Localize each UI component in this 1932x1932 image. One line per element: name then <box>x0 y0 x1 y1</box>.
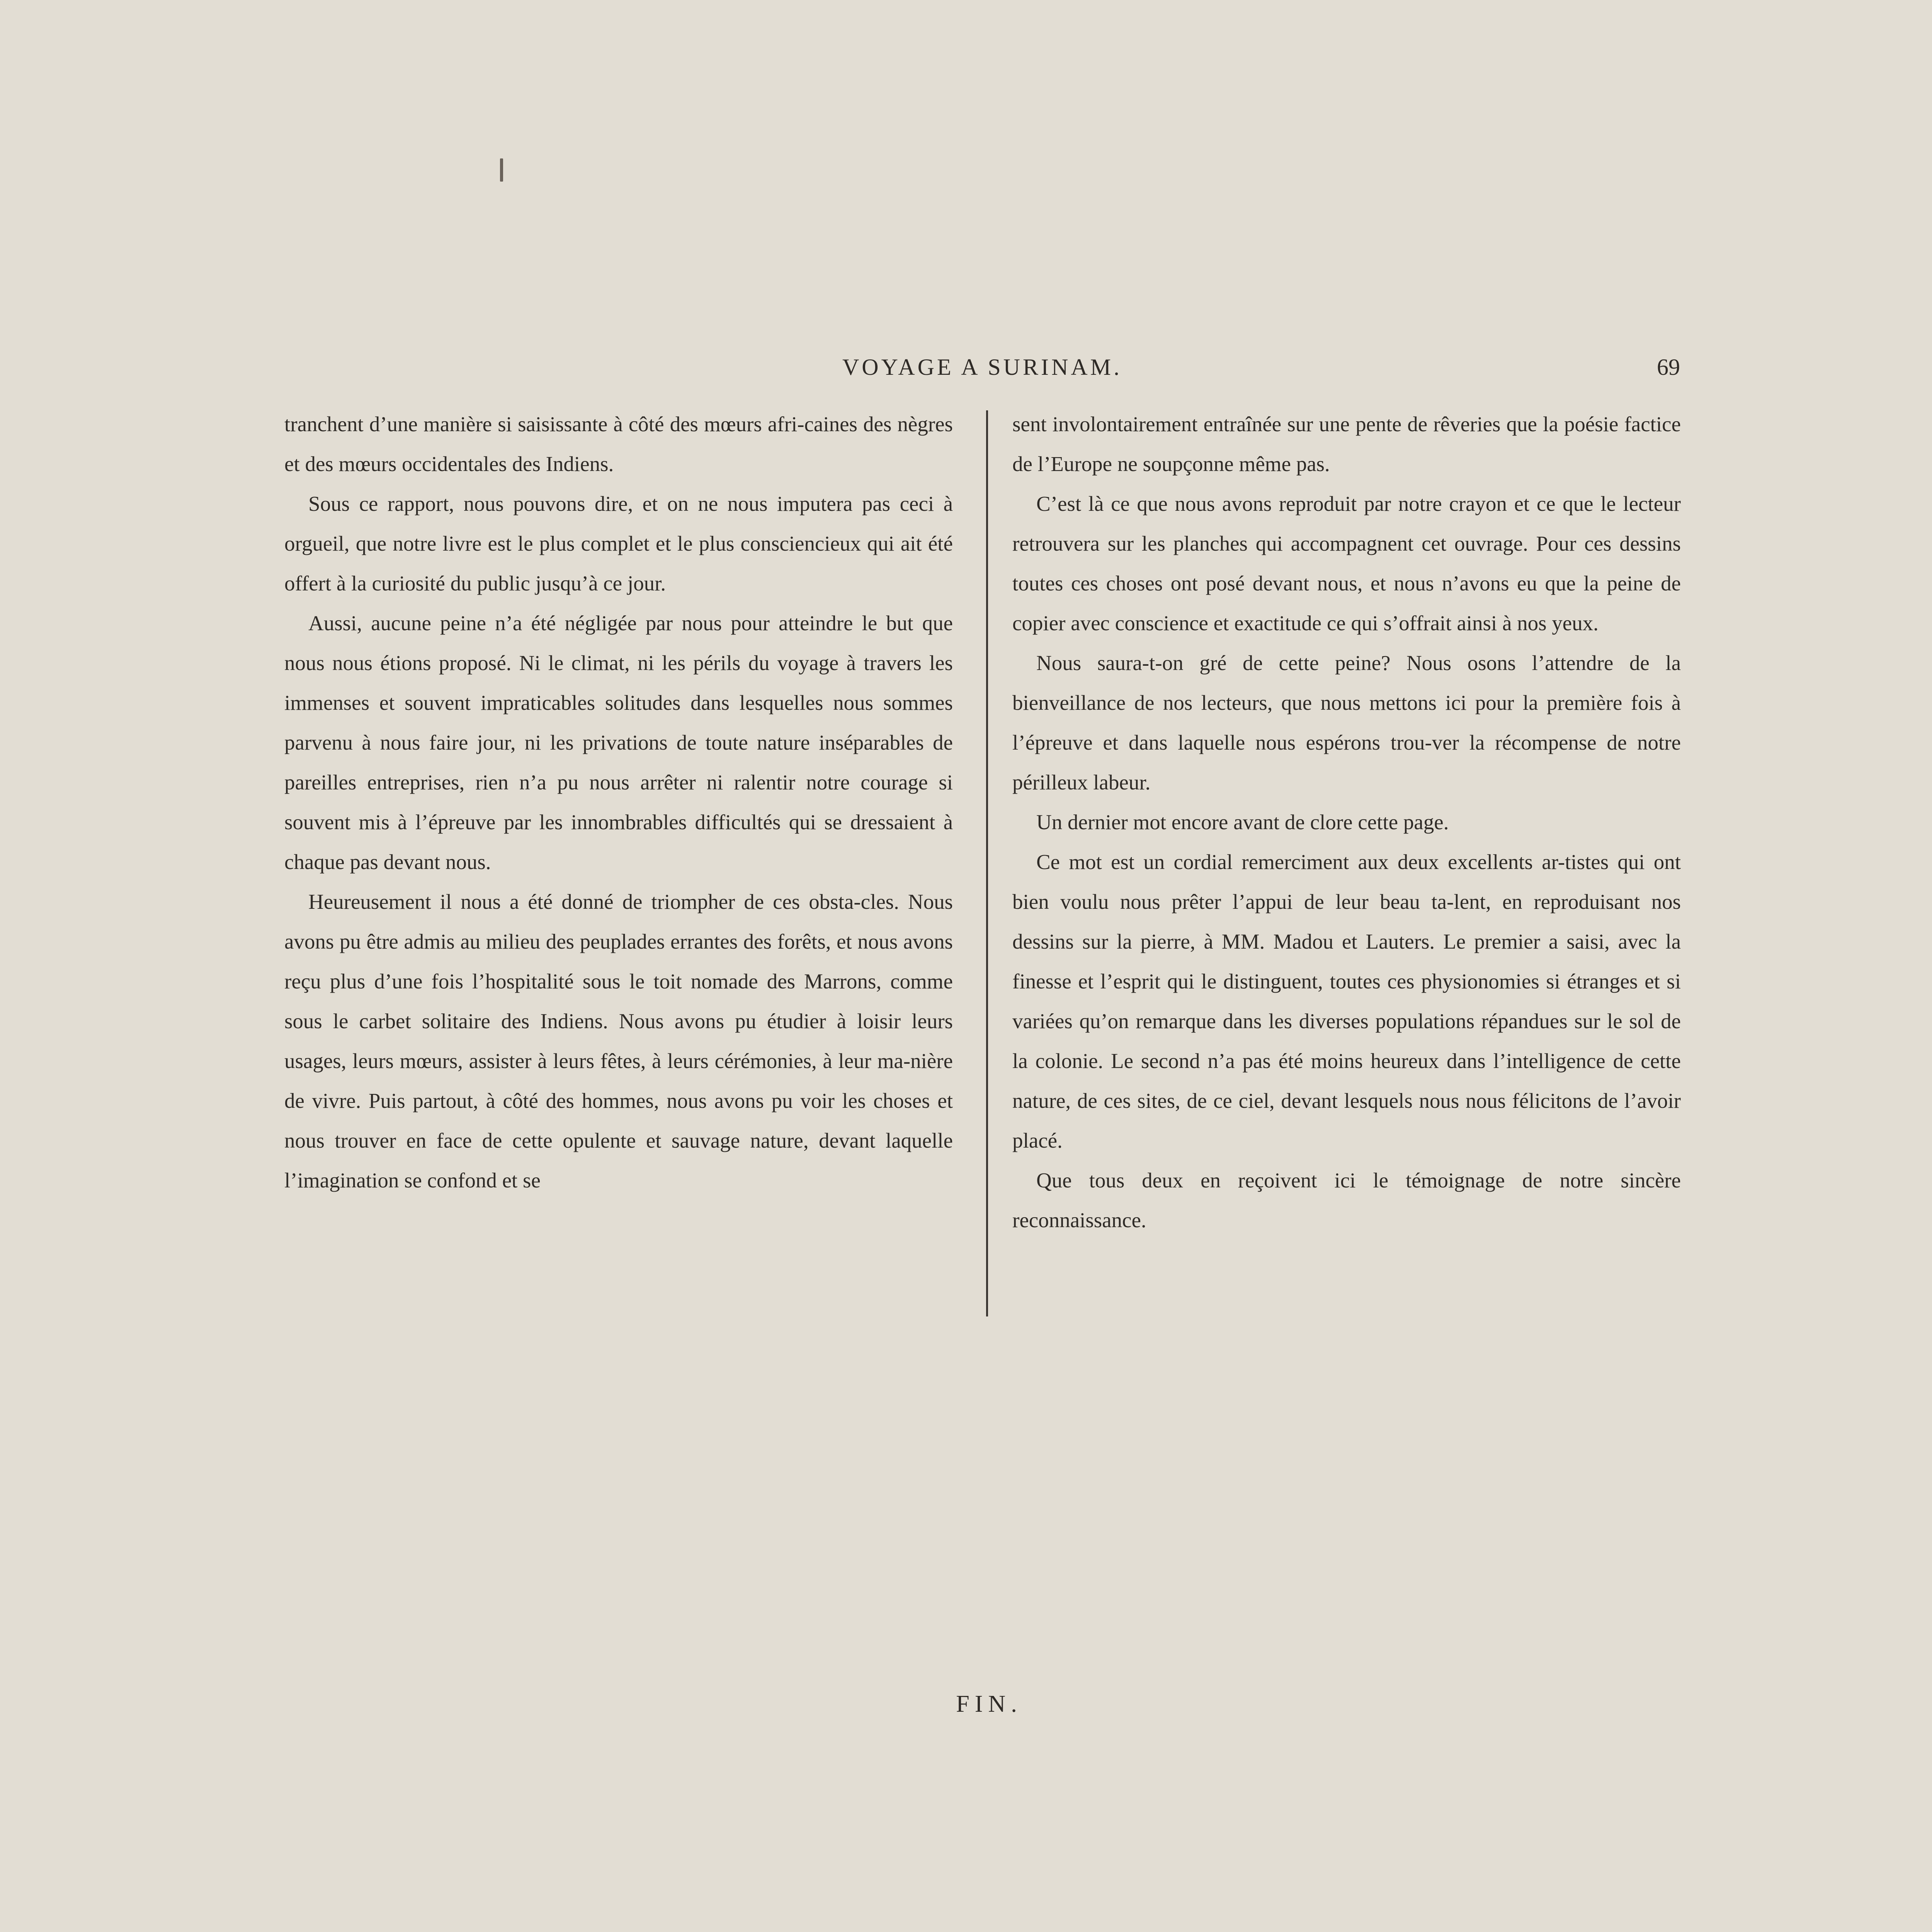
page-header <box>284 352 1680 383</box>
ink-mark <box>500 158 503 182</box>
paragraph: tranchent d’une manière si saisissante à côté des mœurs afri-caines des nègres et des mœurs occidentales des Indiens. <box>284 412 953 476</box>
left-column <box>284 404 953 1200</box>
paragraph: C’est là ce que nous avons reproduit par notre crayon et ce que le lecteur retrouvera sur les planches qui accompagnent cet ouvrage. Pour ces dessins toutes ces choses ont posé devant nous, et nous n’avons eu que la peine de copier avec conscience et exactitude ce qui s’offrait ainsi à nos yeux. <box>1012 492 1681 635</box>
right-column <box>1012 404 1681 1240</box>
paragraph: Aussi, aucune peine n’a été négligée par nous pour atteindre le but que nous nous étions proposé. Ni le climat, ni les périls du voyage à travers les immenses et souvent impraticables solitudes dans lesquelles nous sommes parvenu à nous faire jour, ni les privations de toute nature inséparables de pareilles entreprises, rien n’a pu nous arrêter ni ralentir notre courage si souvent mis à l’épreuve par les innombrables difficultés qui se dressaient à chaque pas devant nous. <box>284 611 953 874</box>
page-number: 69 <box>1657 354 1680 380</box>
paragraph: Un dernier mot encore avant de clore cette page. <box>1036 810 1449 834</box>
running-title: VOYAGE A SURINAM. <box>842 354 1122 380</box>
paragraph: Sous ce rapport, nous pouvons dire, et on ne nous imputera pas ceci à orgueil, que notre livre est le plus complet et le plus consciencieux qui ait été offert à la curiosité du public jusqu’à ce jour. <box>284 492 953 595</box>
paragraph: Nous saura-t-on gré de cette peine? Nous osons l’attendre de la bienveillance de nos lecteurs, que nous mettons ici pour la première fois à l’épreuve et dans laquelle nous espérons trou-ver la récompense de notre périlleux labeur. <box>1012 651 1681 794</box>
column-divider <box>986 410 988 1316</box>
end-mark: FIN. <box>956 1691 1022 1717</box>
paragraph: sent involontairement entraînée sur une pente de rêveries que la poésie factice de l’Europe ne soupçonne même pas. <box>1012 412 1681 476</box>
paragraph: Heureusement il nous a été donné de triompher de ces obsta-cles. Nous avons pu être admis au milieu des peuplades errantes des forêts, et nous avons reçu plus d’une fois l’hospitalité sous le toit nomade des Marrons, comme sous le carbet solitaire des Indiens. Nous avons pu étudier à loisir leurs usages, leurs mœurs, assister à leurs fêtes, à leurs cérémonies, à leur ma-nière de vivre. Puis partout, à côté des hommes, nous avons pu voir les choses et nous trouver en face de cette opulente et sauvage nature, devant laquelle l’imagination se confond et se <box>284 890 953 1192</box>
paragraph: Que tous deux en reçoivent ici le témoignage de notre sincère reconnaissance. <box>1012 1168 1681 1232</box>
paragraph: Ce mot est un cordial remerciment aux deux excellents ar-tistes qui ont bien voulu nous prêter l’appui de leur beau ta-lent, en reproduisant nos dessins sur la pierre, à MM. Madou et Lauters. Le premier a saisi, avec la finesse et l’esprit qui le distinguent, toutes ces physionomies si étranges et si variées qu’on remarque dans les diverses populations répandues sur le sol de la colonie. Le second n’a pas été moins heureux dans l’intelligence de cette nature, de ces sites, de ce ciel, devant lesquels nous nous félicitons de l’avoir placé. <box>1012 850 1681 1152</box>
